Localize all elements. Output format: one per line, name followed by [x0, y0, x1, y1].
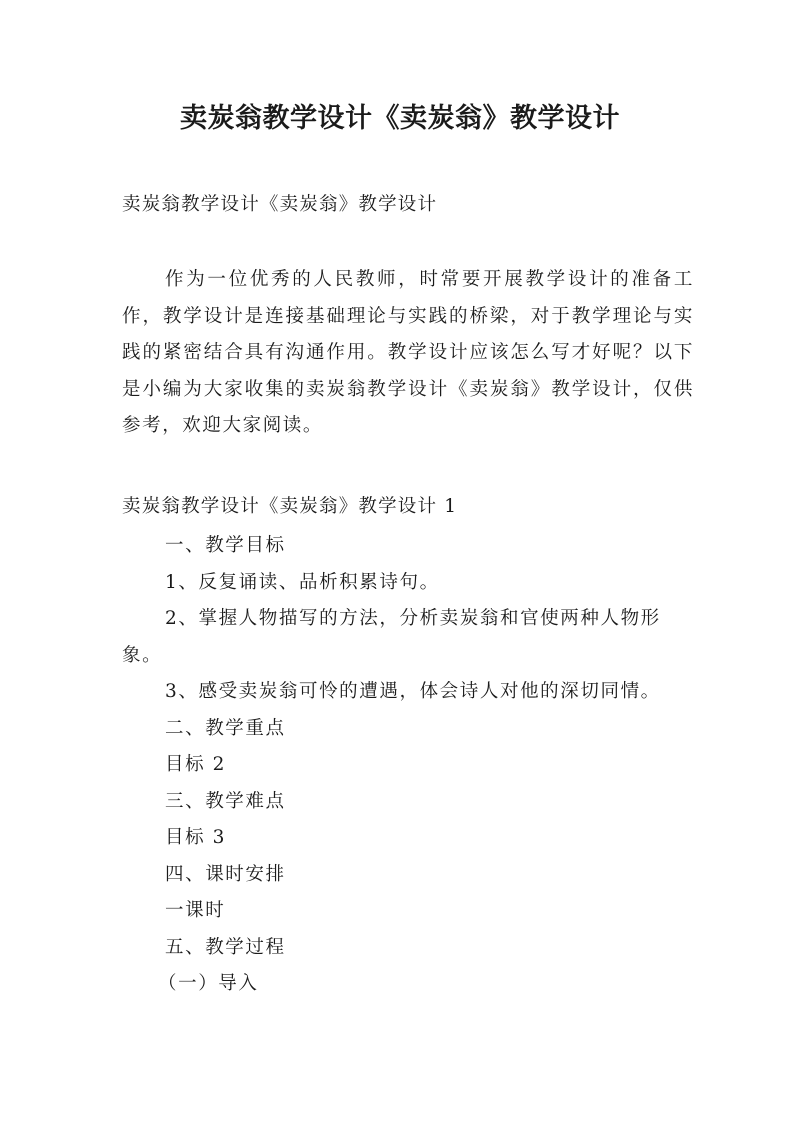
lesson-outline: [122, 528, 694, 1003]
outline-item: 目标 2: [165, 754, 227, 775]
section-title: 卖炭翁教学设计《卖炭翁》教学设计 1: [122, 496, 458, 517]
outline-item: 二、教学重点: [165, 717, 286, 739]
outline-item: 四、课时安排: [165, 863, 286, 885]
outline-item: 2、掌握人物描写的方法，分析卖炭翁和官使两种人物形象。: [122, 608, 661, 666]
outline-item: 3、感受卖炭翁可怜的遭遇，体会诗人对他的深切同情。: [165, 681, 661, 702]
outline-item: 三、教学难点: [165, 790, 286, 812]
outline-item: 目标 3: [165, 827, 227, 848]
outline-item: 一、教学目标: [165, 535, 286, 556]
document-title: 卖炭翁教学设计《卖炭翁》教学设计: [180, 103, 620, 134]
document-subtitle: 卖炭翁教学设计《卖炭翁》教学设计: [122, 194, 438, 215]
intro-paragraph: 作为一位优秀的人民教师，时常要开展教学设计的准备工作，教学设计是连接基础理论与实践的桥梁，对于教学理论与实践的紧密结合具有沟通作用。教学设计应该怎么写才好呢？以下是小编为大家收集的卖炭翁教学设计《卖炭翁》教学设计，仅供参考，欢迎大家阅读。: [122, 269, 694, 436]
outline-item: 五、教学过程: [165, 936, 286, 958]
outline-item: 一课时: [165, 900, 226, 921]
outline-item: 1、反复诵读、品析积累诗句。: [165, 571, 440, 593]
outline-item: （一）导入: [158, 973, 259, 994]
